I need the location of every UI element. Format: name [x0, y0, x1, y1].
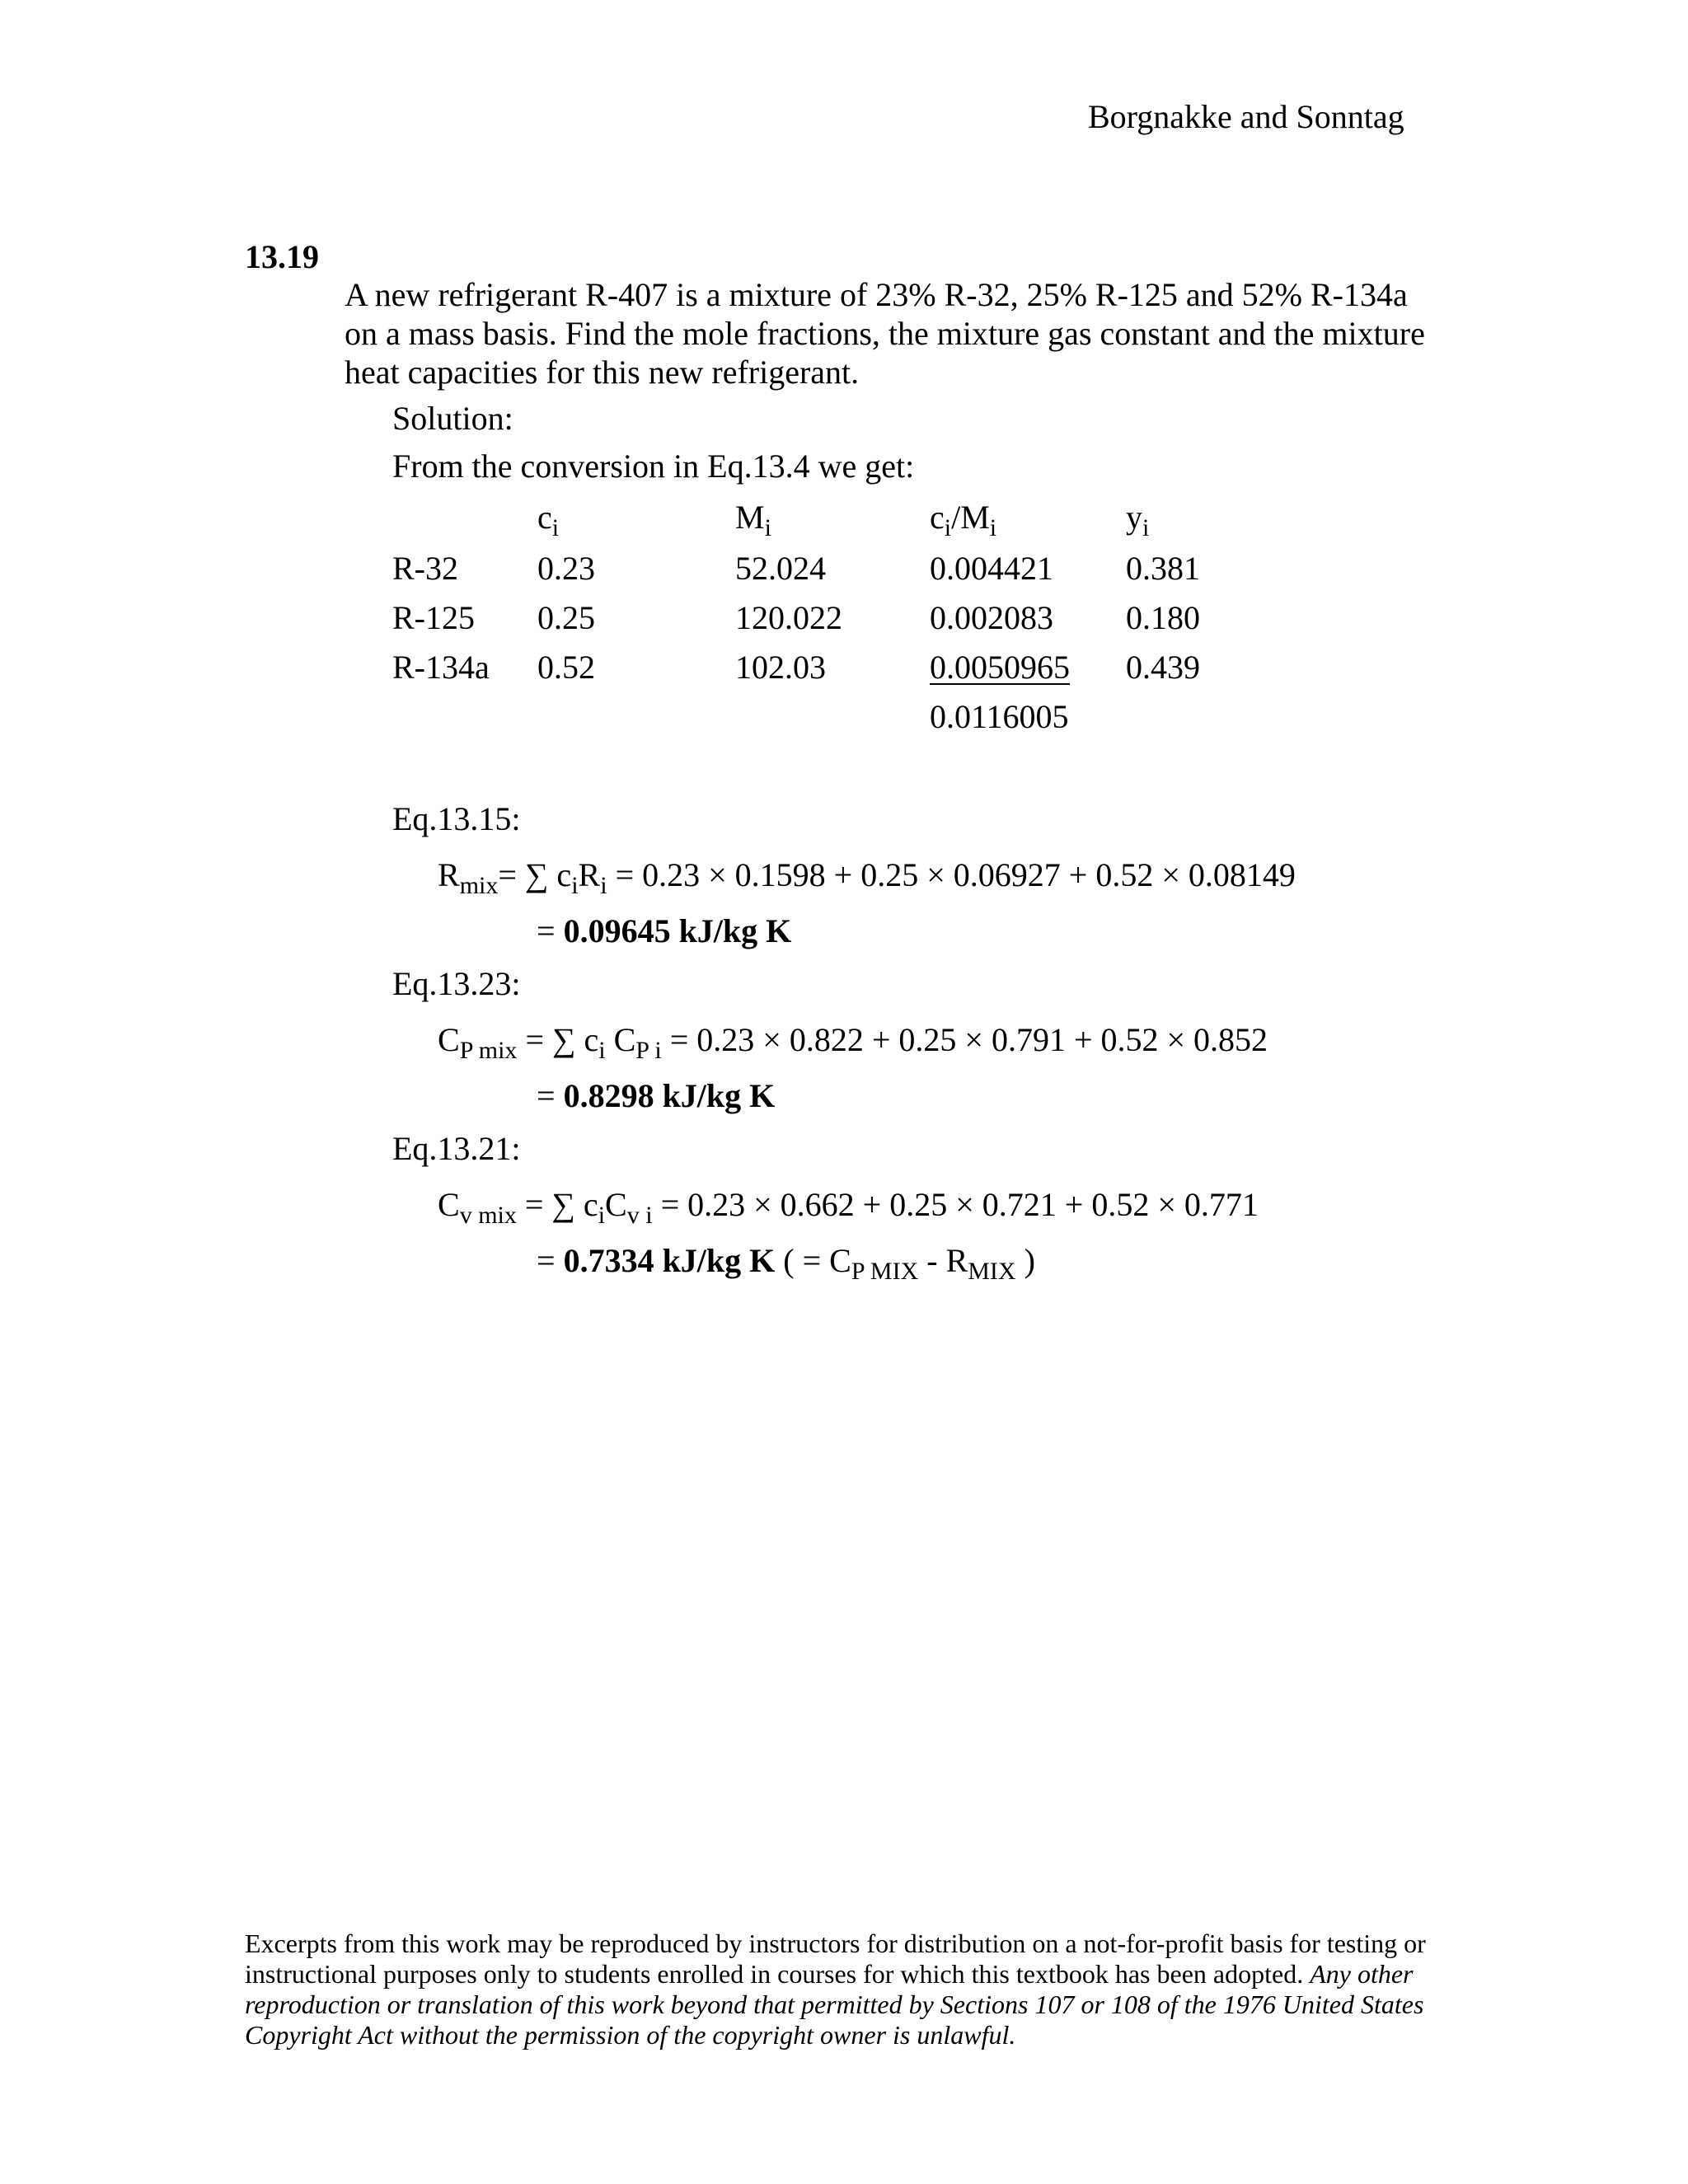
cv-mix-equation: $C_{v mix}$ = ∑ $c_iC_{v i} = 0.23 \times 0.662 + 0.25 \times 0.721 + 0.52 \times 0.771$: [438, 1186, 1259, 1229]
table-cell-m: 52.024: [735, 550, 826, 587]
table-row-name: R-125: [392, 599, 475, 636]
eq-label-13-21: Eq.13.21:: [392, 1130, 521, 1167]
table-cell-m: 120.022: [735, 599, 842, 636]
r-mix-equation: $R_{mix}=$ ∑ $c_iR_i = 0.23 \times 0.1598 + 0.25 \times 0.06927 + 0.52 \times 0.08149$: [438, 856, 1296, 899]
table-cell-c: 0.23: [537, 550, 595, 587]
cp-mix-result: = 0.8298 kJ/kg K: [537, 1077, 776, 1114]
table-sum: 0.0116005: [930, 698, 1069, 735]
statement-line: on a mass basis. Find the mole fractions, the mixture gas constant and the mixture: [345, 315, 1425, 352]
table-cell-y: 0.381: [1126, 550, 1200, 587]
footer-regular-text: Excerpts from this work may be reproduced by instructors for distribution on a not-for-profit basis for testing or instructional purposes only to students enrolled in courses for which this textbook has been adopted.: [245, 1929, 1426, 1989]
header-ci-over-mi: $c_i/M_i$: [930, 499, 997, 541]
r-mix-result: = 0.09645 kJ/kg K: [537, 912, 792, 949]
cp-mix-equation: $C_{P mix}$ = ∑ $c_i$ $C_{P i} = 0.23 \times 0.822 + 0.25 \times 0.791 + 0.52 \times 0.852$: [438, 1021, 1268, 1064]
table-cell-y: 0.180: [1126, 599, 1200, 636]
conversion-text: From the conversion in Eq.13.4 we get:: [392, 448, 915, 485]
statement-line: heat capacities for this new refrigerant.: [345, 354, 860, 391]
eq-label-13-23: Eq.13.23:: [392, 965, 521, 1002]
table-row-name: R-32: [392, 550, 458, 587]
problem-number: 13.19: [245, 238, 319, 275]
table-cell-cm: 0.0050965: [930, 649, 1070, 686]
table-cell-c: 0.52: [537, 649, 595, 686]
header-yi: $y_i$: [1126, 499, 1150, 541]
eq-label-13-15: Eq.13.15:: [392, 800, 521, 837]
table-row-name: R-134a: [392, 649, 490, 686]
solution-label: Solution:: [392, 400, 513, 437]
problem-statement: [345, 275, 1449, 391]
statement-line: A new refrigerant R-407 is a mixture of 23% R-32, 25% R-125 and 52% R-134a: [345, 276, 1408, 313]
table-cell-c: 0.25: [537, 599, 595, 636]
page-header-authors: Borgnakke and Sonntag: [1088, 98, 1404, 135]
table-cell-m: 102.03: [735, 649, 826, 686]
cv-mix-result: = 0.7334 kJ/kg K ( = $C_{P MIX} - R_{MIX}$ ): [537, 1242, 1035, 1285]
header-mi: $M_i$: [735, 499, 771, 541]
table-cell-cm: 0.004421: [930, 550, 1053, 587]
table-cell-cm: 0.002083: [930, 599, 1053, 636]
copyright-footer: [245, 1929, 1448, 2050]
table-cell-y: 0.439: [1126, 649, 1200, 686]
header-ci: $c_i$: [537, 499, 560, 541]
footer-italic-text: Any other reproduction or translation of this work beyond that permitted by Sections 107 or 108 of the 1976 United States Copyright Act without the permission of the copyright owner is unlawful.: [245, 1959, 1424, 2050]
